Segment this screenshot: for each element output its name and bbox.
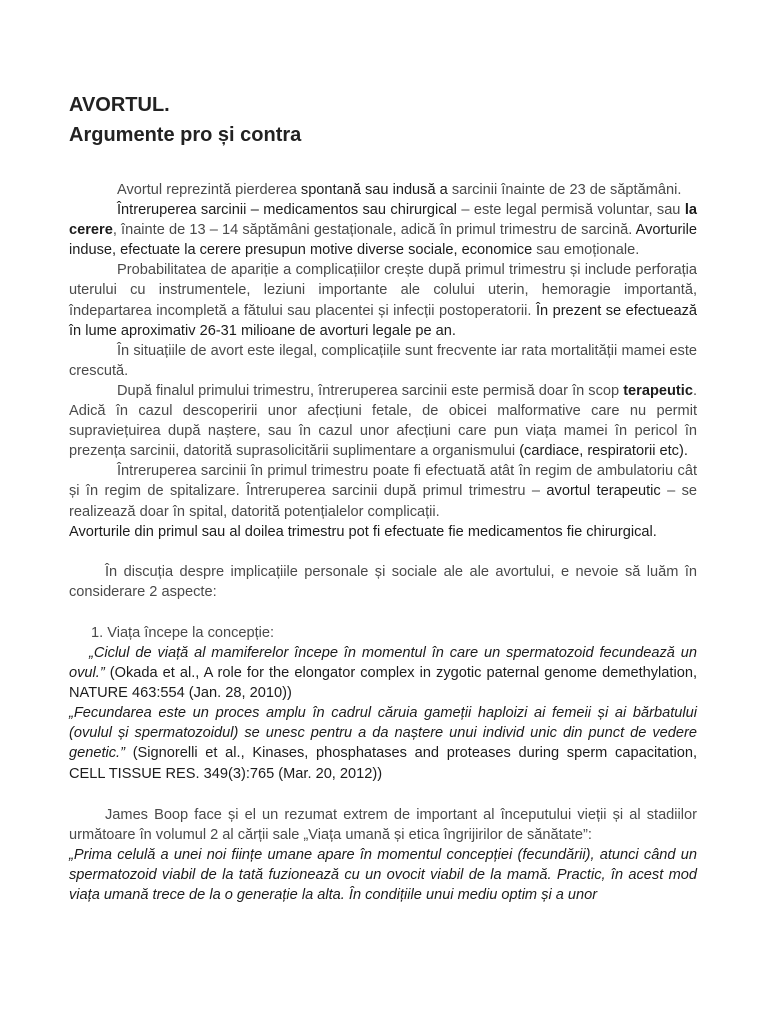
text-run: Avortul reprezintă pierderea <box>117 182 301 198</box>
title-line-2: Argumente pro și contra <box>69 124 302 146</box>
list-item-1 <box>69 623 697 643</box>
list-item-text: 1. Viața începe la concepție: <box>91 624 275 641</box>
quote-text: „Ciclul de viață al mamiferelor începe în momentul în care un spermatozoid fecundează un ovul.” <box>69 644 697 682</box>
text-run: Avorturile din primul sau al doilea trimestru pot fi efectuate fie medicamentos fie chirurgical. <box>69 523 657 540</box>
text-run: . Adică în cazul descoperirii unor afecțiuni fetale, de obicei malformative care nu permit supraviețuirea după naștere, sau în cazul unor afecțiuni care pun viața mamei în pericol în prezența sarcinii, datorită suprasolicitării suplimentare a organismului <box>69 382 697 460</box>
paragraph-therapeutic <box>69 381 697 461</box>
paragraph-trimesters <box>69 522 697 542</box>
text-run: spontană sau indusă a <box>300 182 448 198</box>
text-run: avortul terapeutic <box>546 483 661 500</box>
text-run: Întreruperea sarcinii – medicamentos sau chirurgical <box>117 202 457 219</box>
text-run: Întreruperea sarcinii în primul trimestru poate fi efectuată atât în regim de ambulatoriu cât și în regim de spitalizare. Întreruperea sarcinii după primul trimestru – <box>69 463 697 500</box>
paragraph-discussion <box>69 562 697 602</box>
text-run: – se realizează doar în spital, datorită potențialelor complicații. <box>69 483 698 520</box>
text-run: – este legal permisă voluntar, sau <box>456 202 685 219</box>
text-run-bold: terapeutic <box>623 382 693 399</box>
text-run: sarcinii înainte de 23 de săptămâni. <box>447 182 682 198</box>
document-title <box>69 90 301 150</box>
paragraph-complications <box>69 260 697 340</box>
paragraph-illegal <box>69 341 697 381</box>
text-run-bold: la cerere <box>69 202 697 239</box>
quote-text: „Fecundarea este un proces amplu în cadrul căruia gameții haploizi ai femeii și ai bărbatului (ovulul și spermatozoidul) se unesc pentru a da naștere unui individ unic din punct de vedere genetic.” <box>69 705 697 762</box>
quote-okada <box>69 643 697 703</box>
text-run: Probabilitatea de apariție a complicațiilor crește după primul trimestru și include perforația uterului cu instrumentele, leziuni importante ale colului uterin, hemoragie importantă, îndepartarea incompletă a fătului sau placentei și infecții postoperatorii. <box>69 262 697 319</box>
text-run: În discuția despre implicațiile personale și sociale ale ale avortului, e nevoie să luăm în considerare 2 aspecte: <box>69 563 697 600</box>
text-run: După finalul primului trimestru, întreruperea sarcinii este permisă doar în scop <box>117 382 624 399</box>
text-run: , înainte de 13 – 14 săptămâni gestaționale, adică în primul trimestru de sarcină. <box>112 222 636 239</box>
quote-boop <box>69 845 697 905</box>
text-run: În prezent se efectuează în lume aproximativ 26-31 milioane de avorturi legale pe an. <box>69 302 698 339</box>
document-body <box>69 180 697 905</box>
quote-reference: (Okada et al., A role for the elongator complex in zygotic paternal genome demethylation, NATURE 463:554 (Jan. 28, 2010)) <box>69 665 697 702</box>
text-run: James Boop face și el un rezumat extrem de important al începutului vieții și al stadiilor următoare în volumul 2 al cărții sale „Viața umană și etica îngrijirilor de sănătate”: <box>69 806 697 843</box>
text-run: În situațiile de avort este ilegal, complicațiile sunt frecvente iar rata mortalității mamei este crescută. <box>69 342 697 379</box>
quote-reference: (Signorelli et al., Kinases, phosphatases and proteases during sperm capacitation, CELL TISSUE RES. 349(3):765 (Mar. 20, 2012)) <box>69 745 697 782</box>
quote-signorelli <box>69 703 697 783</box>
paragraph-boop <box>69 805 697 845</box>
quote-text: „Prima celulă a unei noi ființe umane apare în momentul concepției (fecundării), atunci când un spermatozoid viabil de la tată fuzionează cu un ovocit viabil de la mamă. Practic, în acest mod viața umană trece de la o generație la alta. În condițiile unui mediu optim și a unor <box>69 846 697 903</box>
title-line-1: AVORTUL. <box>69 94 170 116</box>
text-run: Avorturile induse, efectuate la cerere presupun motive diverse sociale, economice <box>69 222 697 259</box>
paragraph-legal <box>69 200 697 260</box>
paragraph-definition <box>69 180 697 200</box>
text-run: (cardiace, respiratorii etc). <box>519 443 688 460</box>
text-run: sau emoționale. <box>532 242 640 259</box>
paragraph-ambulatory <box>69 461 697 521</box>
